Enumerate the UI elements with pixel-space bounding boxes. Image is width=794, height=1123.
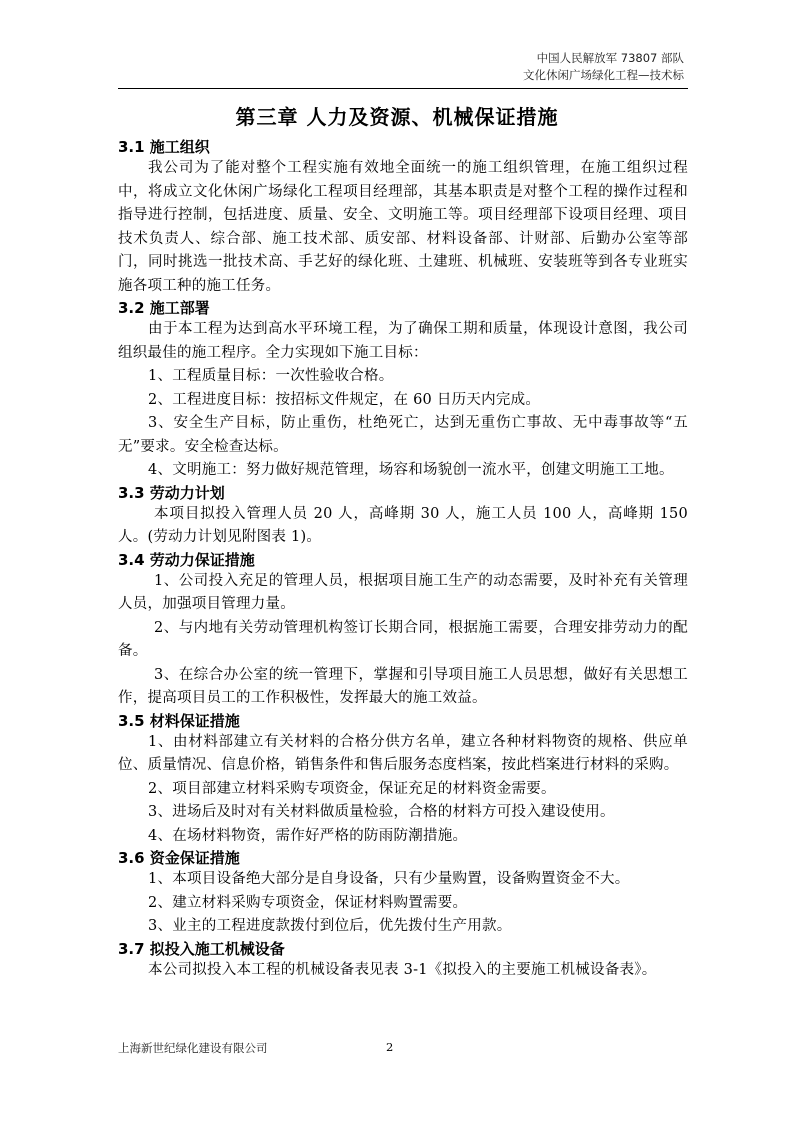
footer-company: 上海新世纪绿化建设有限公司 xyxy=(118,1041,268,1055)
section-3-1 xyxy=(118,137,688,298)
section-heading: 3.3 劳动力计划 xyxy=(118,483,225,502)
list-item: 2、与内地有关劳动管理机构签订长期合同，根据施工需要，合理安排劳动力的配备。 xyxy=(118,619,688,659)
list-item: 1、工程质量目标：一次性验收合格。 xyxy=(148,368,394,384)
header-divider xyxy=(118,88,688,89)
paragraph: 我公司为了能对整个工程实施有效地全面统一的施工组织管理，在施工组织过程中，将成立文化休闲广场绿化工程项目经理部，其基本职责是对整个工程的操作过程和指导进行控制，包括进度、质量、安全、文明施工等。项目经理部下设项目经理、项目技术负责人、综合部、施工技术部、质安部、材料设备部、计财部、后勤办公室等部门，同时挑选一批技术高、手艺好的绿化班、土建班、机械班、安装班等到各专业班实施各项工种的施工任务。 xyxy=(118,160,688,294)
list-item: 3、在综合办公室的统一管理下，掌握和引导项目施工人员思想，做好有关思想工作，提高项目员工的工作积极性，发挥最大的施工效益。 xyxy=(118,666,688,706)
section-heading: 3.2 施工部署 xyxy=(118,299,210,317)
list-item: 4、文明施工：努力做好规范管理，场容和场貌创一流水平，创建文明施工工地。 xyxy=(148,462,674,478)
page-number: 2 xyxy=(386,1040,394,1054)
document-body xyxy=(118,137,688,982)
list-item: 4、在场材料物资，需作好严格的防雨防潮措施。 xyxy=(148,827,468,844)
page-header xyxy=(523,50,684,84)
section-heading: 3.7 拟投入施工机械设备 xyxy=(118,939,285,958)
list-item: 2、工程进度目标：按招标文件规定，在 60 日历天内完成。 xyxy=(148,391,541,408)
paragraph: 本公司拟投入本工程的机械设备表见表 3-1《拟投入的主要施工机械设备表》。 xyxy=(148,961,657,978)
section-heading: 3.4 劳动力保证措施 xyxy=(118,550,255,569)
section-3-7 xyxy=(118,939,688,983)
header-unit-line: 中国人民解放军 73807 部队 xyxy=(536,51,684,65)
list-item: 1、由材料部建立有关材料的合格分供方名单，建立各种材料物资的规格、供应单位、质量情况、信息价格，销售条件和售后服务态度档案，按此档案进行材料的采购。 xyxy=(118,733,688,773)
list-item: 2、建立材料采购专项资金，保证材料购置需要。 xyxy=(148,894,468,911)
header-project-line: 文化休闲广场绿化工程—技术标 xyxy=(523,68,684,82)
list-item: 3、进场后及时对有关材料做质量检验，合格的材料方可投入建设使用。 xyxy=(148,804,615,820)
section-3-4 xyxy=(118,550,688,711)
chapter-title: 第三章 人力及资源、机械保证措施 xyxy=(235,105,559,129)
section-3-2 xyxy=(118,298,688,483)
section-heading: 3.6 资金保证措施 xyxy=(118,849,240,867)
list-item: 3、业主的工程进度款拨付到位后，优先拨付生产用款。 xyxy=(148,918,512,934)
section-3-6 xyxy=(118,848,688,939)
list-item: 2、项目部建立材料采购专项资金，保证充足的材料资金需要。 xyxy=(148,780,556,797)
list-item: 1、本项目设备绝大部分是自身设备，只有少量购置，设备购置资金不大。 xyxy=(148,871,630,887)
list-item: 1、公司投入充足的管理人员，根据项目施工生产的动态需要，及时补充有关管理人员，加强项目管理力量。 xyxy=(118,572,688,612)
section-3-5 xyxy=(118,711,688,849)
section-heading: 3.5 材料保证措施 xyxy=(118,711,240,730)
section-heading: 3.1 施工组织 xyxy=(118,138,210,156)
list-item: 3、安全生产目标，防止重伤，杜绝死亡，达到无重伤亡事故、无中毒事故等“五无”要求。安全检查达标。 xyxy=(118,415,688,455)
paragraph: 本项目拟投入管理人员 20 人，高峰期 30 人，施工人员 100 人，高峰期 150 人。(劳动力计划见附图表 1)。 xyxy=(118,505,688,545)
section-3-3 xyxy=(118,483,688,550)
paragraph: 由于本工程为达到高水平环境工程，为了确保工期和质量，体现设计意图，我公司组织最佳的施工程序。全力实现如下施工目标： xyxy=(118,321,688,361)
